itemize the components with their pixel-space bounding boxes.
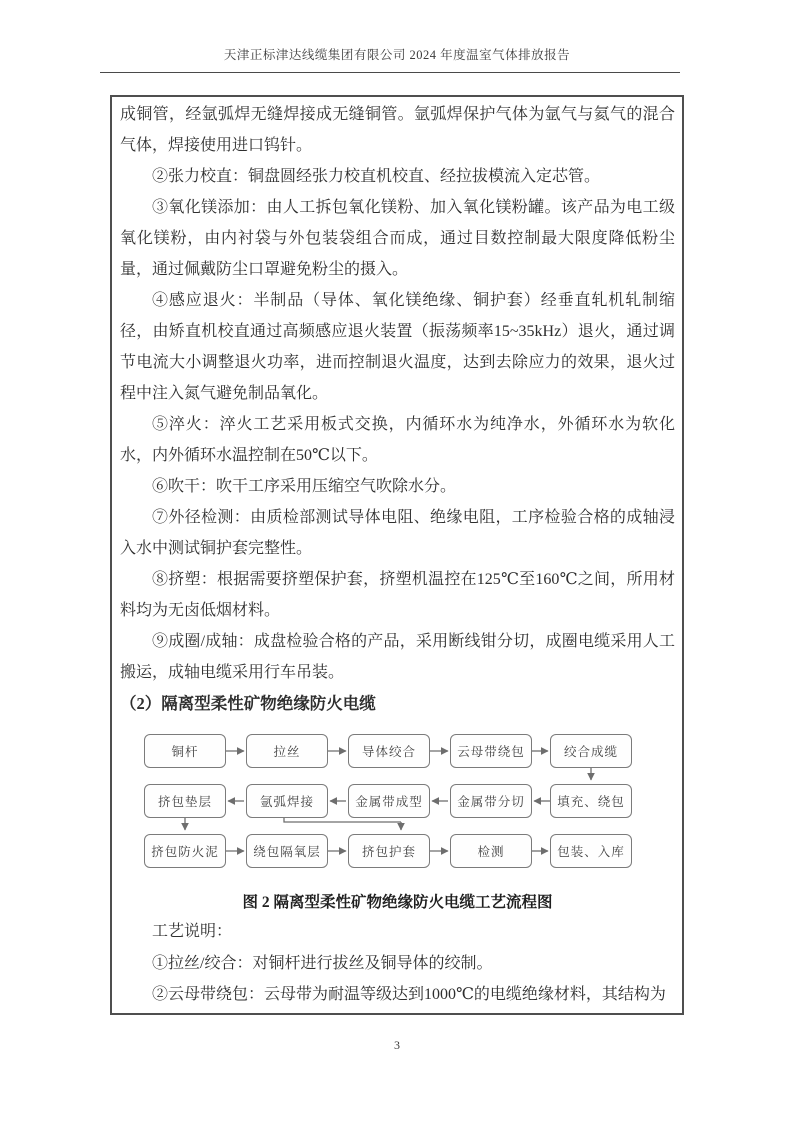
flowchart-step: 金属带分切	[450, 784, 532, 818]
body-paragraph: ③氧化镁添加：由人工拆包氧化镁粉、加入氧化镁粉罐。该产品为电工级氧化镁粉，由内衬袋与外包装袋组合而成，通过目数控制最大限度降低粉尘量，通过佩戴防尘口罩避免粉尘的摄入。	[120, 199, 675, 278]
flowchart-step: 云母带绕包	[450, 734, 532, 768]
header-divider	[100, 72, 680, 73]
page-footer	[0, 1038, 794, 1053]
flowchart-step: 填充、绕包	[550, 784, 632, 818]
flowchart-step: 金属带成型	[348, 784, 430, 818]
flowchart-step: 包装、入库	[550, 834, 632, 868]
flowchart-step: 挤包防火泥	[144, 834, 226, 868]
flowchart-step: 绞合成缆	[550, 734, 632, 768]
body-paragraph: ⑥吹干：吹干工序采用压缩空气吹除水分。	[152, 478, 457, 495]
note-line: ②云母带绕包：云母带为耐温等级达到1000℃的电缆绝缘材料，其结构为	[152, 986, 666, 1003]
body-paragraph: ②张力校直：铜盘圆经张力校直机校直、经拉拔模流入定芯管。	[152, 168, 601, 185]
body-paragraph: ④感应退火：半制品（导体、氧化镁绝缘、铜护套）经垂直轧机轧制缩径，由矫直机校直通过高频感应退火装置（振荡频率15~35kHz）退火，通过调节电流大小调整退火功率，进而控制退火温度，达到去除应力的效果，退火过程中注入氮气避免制品氧化。	[120, 292, 675, 402]
body-paragraph: ⑤淬火：淬火工艺采用板式交换，内循环水为纯净水，外循环水为软化水，内外循环水温控制在50℃以下。	[120, 416, 675, 464]
body-paragraph: 成铜管，经氩弧焊无缝焊接成无缝铜管。氩弧焊保护气体为氩气与氦气的混合气体，焊接使用进口钨针。	[120, 106, 675, 154]
figure-caption: 图 2 隔离型柔性矿物绝缘防火电缆工艺流程图	[242, 894, 553, 911]
note-line: ①拉丝/绞合：对铜杆进行拔丝及铜导体的绞制。	[152, 954, 493, 972]
process-flowchart	[122, 730, 678, 878]
flowchart-step: 导体绞合	[348, 734, 430, 768]
body-paragraph: ⑨成圈/成轴：成盘检验合格的产品，采用断线钳分切，成圈电缆采用人工搬运，成轴电缆采用行车吊装。	[120, 633, 675, 681]
section-heading: （2）隔离型柔性矿物绝缘防火电缆	[120, 694, 376, 713]
flowchart-step: 氩弧焊接	[246, 784, 328, 818]
flowchart-step: 检测	[450, 834, 532, 868]
flowchart-step: 拉丝	[246, 734, 328, 768]
flowchart-step: 铜杆	[144, 734, 226, 768]
flowchart-step: 绕包隔氧层	[246, 834, 328, 868]
body-paragraph: ⑧挤塑：根据需要挤塑保护套，挤塑机温控在125℃至160℃之间，所用材料均为无卤低烟材料。	[120, 571, 675, 619]
note-line: 工艺说明：	[152, 923, 233, 940]
flowchart-step: 挤包护套	[348, 834, 430, 868]
process-notes	[120, 916, 675, 1011]
body-paragraph: ⑦外径检测：由质检部测试导体电阻、绝缘电阻，工序检验合格的成轴浸入水中测试铜护套完整性。	[120, 509, 675, 557]
page-number: 3	[394, 1038, 400, 1052]
flowchart-step: 挤包垫层	[144, 784, 226, 818]
report-title: 天津正标津达线缆集团有限公司 2024 年度温室气体排放报告	[223, 48, 571, 62]
page-header	[0, 0, 794, 73]
content-table-cell	[110, 95, 684, 1015]
